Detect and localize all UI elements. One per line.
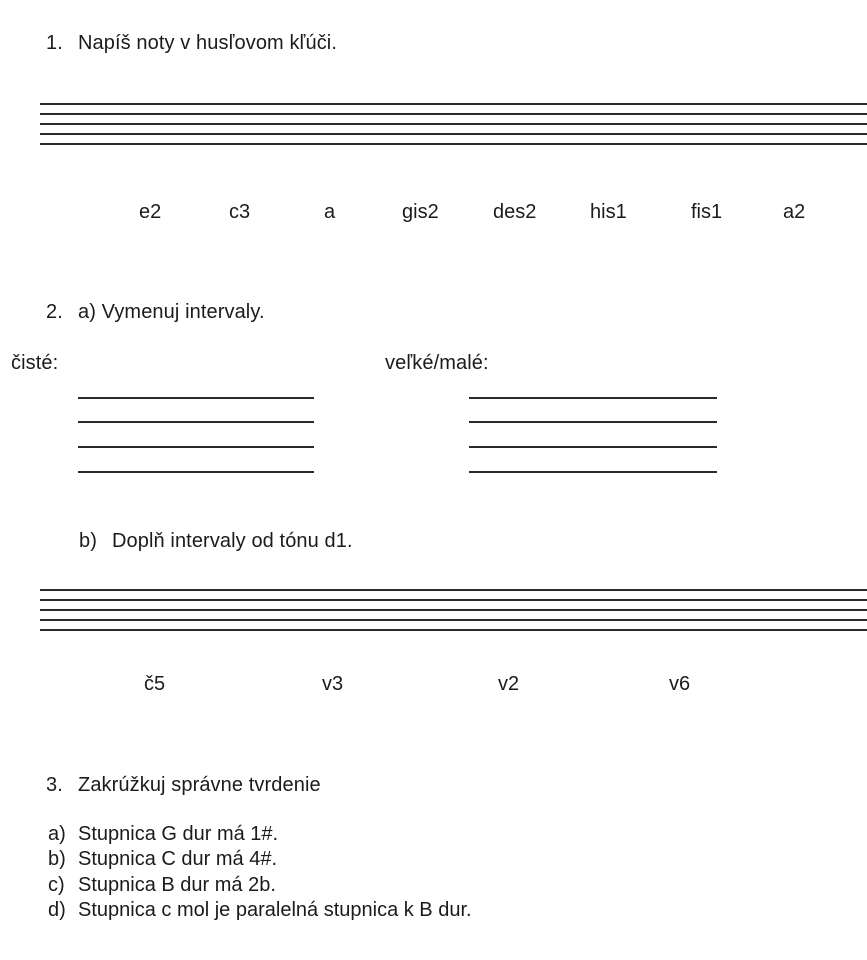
answer-blank-right[interactable] — [469, 397, 717, 399]
option-b[interactable] — [48, 848, 277, 871]
note-label: des2 — [493, 201, 537, 223]
staff-line — [40, 113, 867, 115]
note-label: c3 — [229, 201, 251, 223]
option-a[interactable] — [48, 823, 278, 846]
task3-number: 3. — [46, 774, 63, 796]
staff-line — [40, 143, 867, 145]
answer-blank-left[interactable] — [78, 421, 314, 423]
option-letter: c) — [48, 874, 65, 896]
option-letter: b) — [48, 848, 66, 870]
task3-heading — [46, 774, 321, 797]
task3-title: Zakrúžkuj správne tvrdenie — [78, 774, 321, 796]
answer-blank-left[interactable] — [78, 397, 314, 399]
task2-part-b-title: Doplň intervaly od tónu d1. — [112, 530, 353, 552]
task1-number: 1. — [46, 32, 63, 54]
option-letter: a) — [48, 823, 66, 845]
task2-heading — [46, 301, 265, 324]
option-text: Stupnica G dur má 1#. — [78, 823, 279, 845]
answer-blank-right[interactable] — [469, 471, 717, 473]
interval-label: v3 — [322, 673, 344, 695]
note-label: fis1 — [691, 201, 723, 223]
staff-line — [40, 629, 867, 631]
interval-label: č5 — [144, 673, 166, 695]
interval-label: v6 — [669, 673, 691, 695]
staff-line — [40, 609, 867, 611]
answer-blank-left[interactable] — [78, 446, 314, 448]
task1-heading — [46, 32, 337, 55]
interval-label: v2 — [498, 673, 520, 695]
note-label: gis2 — [402, 201, 439, 223]
staff-task2 — [40, 589, 867, 631]
answer-blank-left[interactable] — [78, 471, 314, 473]
staff-line — [40, 133, 867, 135]
staff-task1 — [40, 103, 867, 145]
option-letter: d) — [48, 899, 66, 921]
perfect-intervals-label: čisté: — [11, 352, 59, 374]
task2-part-b-letter: b) — [79, 530, 97, 552]
note-label: his1 — [590, 201, 627, 223]
staff-line — [40, 599, 867, 601]
major-minor-intervals-label: veľké/malé: — [385, 352, 489, 374]
option-text: Stupnica C dur má 4#. — [78, 848, 277, 870]
answer-blank-right[interactable] — [469, 446, 717, 448]
note-label: a — [324, 201, 336, 223]
task2-number: 2. — [46, 301, 63, 323]
option-d[interactable] — [48, 899, 472, 922]
task2-part-a: a) Vymenuj intervaly. — [78, 301, 265, 323]
staff-line — [40, 619, 867, 621]
note-label: e2 — [139, 201, 162, 223]
option-c[interactable] — [48, 874, 276, 897]
task2-part-b-heading — [79, 530, 353, 553]
staff-line — [40, 123, 867, 125]
note-label: a2 — [783, 201, 806, 223]
task1-title: Napíš noty v husľovom kľúči. — [78, 32, 338, 54]
option-text: Stupnica B dur má 2b. — [78, 874, 276, 896]
staff-line — [40, 103, 867, 105]
option-text: Stupnica c mol je paralelná stupnica k B dur. — [78, 899, 472, 921]
staff-line — [40, 589, 867, 591]
answer-blank-right[interactable] — [469, 421, 717, 423]
